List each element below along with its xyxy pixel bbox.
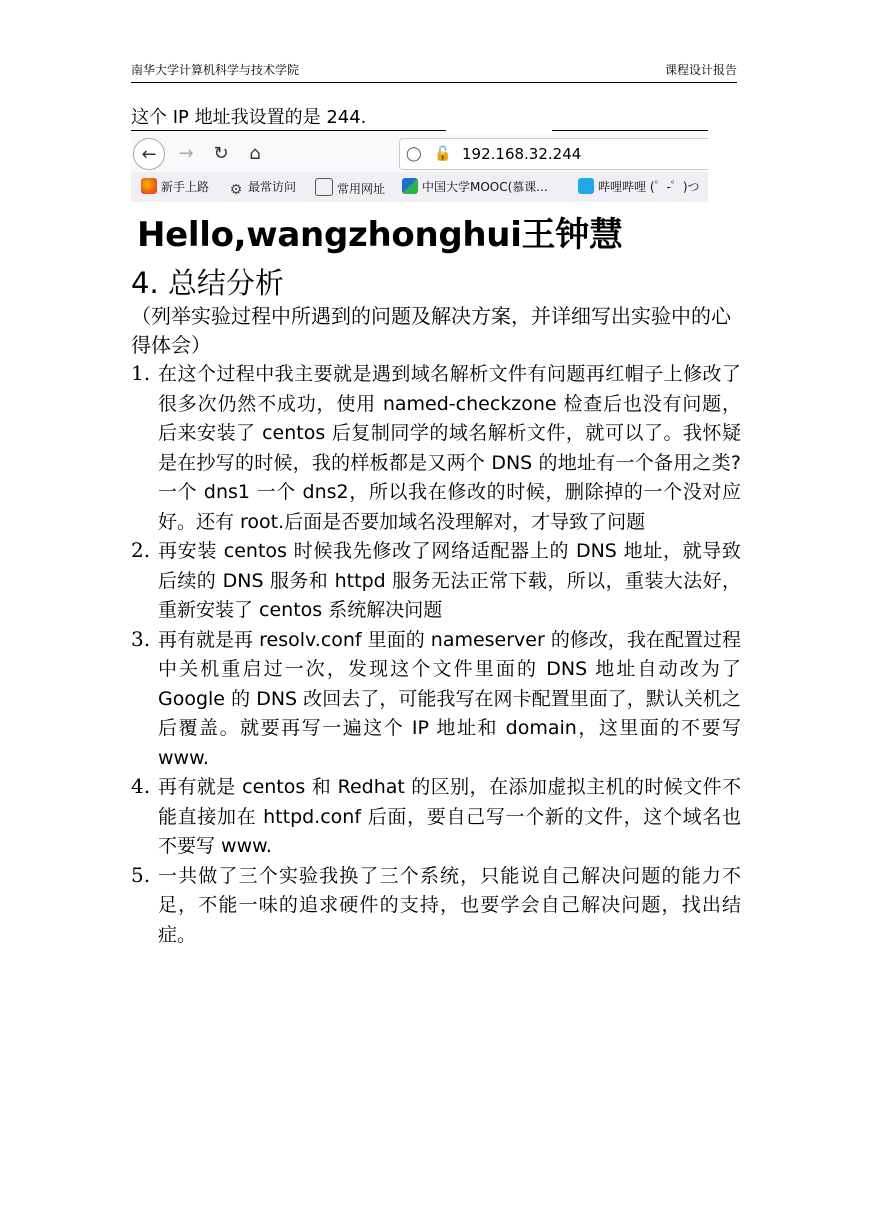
folder-icon: [315, 178, 333, 196]
home-icon[interactable]: ⌂: [249, 142, 261, 164]
url-text: 192.168.32.244: [462, 145, 582, 163]
item-text: 再安装 centos 时候我先修改了网络适配器上的 DNS 地址，就导致后续的 DNS 服务和 httpd 服务无法正常下载，所以，重装大法好，重新安装了 centos 系统解决问题: [158, 540, 741, 621]
item-text: 再有就是 centos 和 Redhat 的区别，在添加虚拟主机的时候文件不能直接加在 httpd.conf 后面，要自己写一个新的文件，这个域名也不要写 www.: [158, 776, 741, 857]
bookmarks-bar: [131, 172, 708, 202]
item-text: 再有就是再 resolv.conf 里面的 nameserver 的修改，我在配置过程中关机重启过一次，发现这个文件里面的 DNS 地址自动改为了 Google 的 DNS 改回去了，可能我写在网卡配置里面了，默认关机之后覆盖。就要再写一遍这个 IP 地址和 domain，这里面的不要写 www.: [158, 628, 741, 769]
address-bar[interactable]: [399, 138, 708, 170]
insecure-lock-icon: 🔓: [434, 146, 452, 162]
item-number: 2.: [131, 538, 151, 562]
mooc-icon: [402, 178, 418, 194]
ip-note: 这个 IP 地址我设置的是 244.: [131, 107, 367, 128]
list-item: [131, 359, 741, 536]
underline: [552, 130, 708, 131]
gear-icon: ⚙: [229, 182, 243, 198]
bookmark-item[interactable]: [228, 178, 296, 196]
bookmark-label: 新手上路: [161, 180, 210, 194]
shield-icon: ◯: [406, 146, 422, 162]
bookmark-item[interactable]: [315, 178, 385, 196]
underline: [131, 130, 446, 131]
list-item: [131, 625, 741, 773]
bookmark-label: 最常访问: [248, 180, 297, 194]
forward-arrow-icon[interactable]: →: [178, 142, 194, 164]
item-text: 一共做了三个实验我换了三个系统，只能说自己解决问题的能力不足，不能一味的追求硬件的支持，也要学会自己解决问题，找出结症。: [158, 864, 741, 946]
list-item: [131, 536, 741, 625]
bookmark-item[interactable]: [141, 178, 209, 196]
item-text: 在这个过程中我主要就是遇到域名解析文件有问题再红帽子上修改了很多次仍然不成功，使用 named-checkzone 检查后也没有问题，后来安装了 centos 后复制同学的域名解析文件，就可以了。我怀疑是在抄写的时候，我的样板都是又两个 DNS 的地址有一个备用之类?一个 dns1 一个 dns2，所以我在修改的时候，删除掉的一个没对应好。还有 root.后面是否要加域名没理解对，才导致了问题: [158, 363, 741, 533]
bookmark-item[interactable]: [402, 178, 548, 196]
page-output-text: Hello,wangzhonghui王钟慧: [137, 215, 623, 255]
item-number: 4.: [131, 774, 151, 798]
bookmark-item[interactable]: [578, 178, 700, 196]
bookmark-label: 常用网址: [337, 182, 386, 196]
item-number: 1.: [131, 361, 151, 385]
header-report-type: 课程设计报告: [664, 63, 737, 77]
list-item: [131, 861, 741, 950]
list-item: [131, 772, 741, 861]
bookmark-label: 哔哩哔哩 (゜-゜)つ: [598, 180, 700, 194]
summary-list: [131, 359, 741, 949]
back-arrow-icon[interactable]: ←: [133, 138, 165, 170]
browser-toolbar: [131, 134, 708, 172]
section-note: （列举实验过程中所遇到的问题及解决方案，并详细写出实验中的心得体会）: [131, 304, 731, 357]
item-number: 3.: [131, 626, 151, 651]
page-header: [131, 60, 737, 83]
bilibili-icon: [578, 178, 594, 194]
header-school: 南华大学计算机科学与技术学院: [131, 63, 300, 77]
item-number: 5.: [131, 862, 151, 887]
firefox-icon: [141, 178, 157, 194]
section-title: 4. 总结分析: [131, 266, 284, 300]
reload-icon[interactable]: ↻: [213, 142, 229, 164]
browser-screenshot: [131, 134, 708, 202]
bookmark-label: 中国大学MOOC(慕课...: [422, 180, 548, 194]
